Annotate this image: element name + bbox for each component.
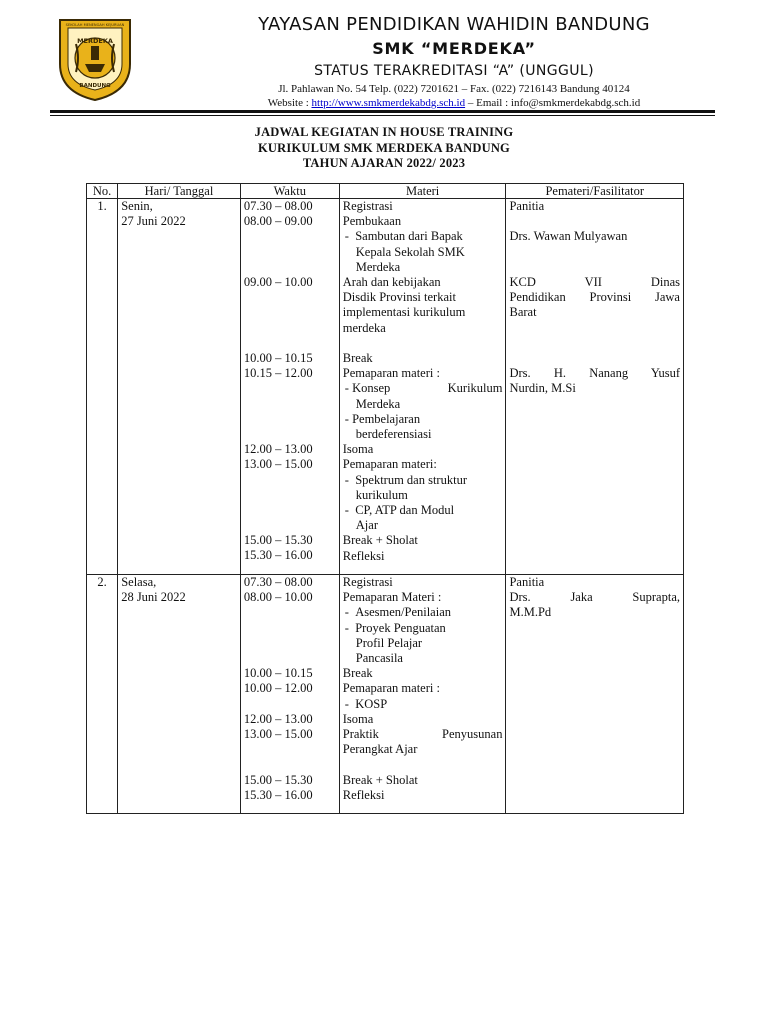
- pemateri-item: Pendidikan Provinsi Jawa: [509, 290, 680, 305]
- time-slot: 10.00 – 12.00: [243, 681, 313, 696]
- pemateri-cell: [506, 575, 684, 814]
- materi-item: Kepala Sekolah SMK: [355, 244, 465, 259]
- header-hari: Hari/ Tanggal: [118, 184, 241, 199]
- materi-item: Refleksi: [342, 787, 385, 802]
- pemateri-item: KCD VII Dinas: [509, 274, 680, 289]
- logo-center-text: MERDEKA: [77, 37, 113, 45]
- materi-item: Break: [342, 351, 373, 366]
- materi-cell: [339, 199, 506, 575]
- pemateri-item: Barat: [509, 305, 537, 320]
- materi-item: implementasi kurikulum: [342, 305, 466, 320]
- table-header-row: [87, 184, 684, 199]
- materi-item: Merdeka: [355, 259, 401, 274]
- contact-line: [140, 96, 768, 110]
- materi-bullet: - KOSP: [344, 696, 388, 711]
- time-slot: 08.00 – 10.00: [243, 590, 313, 605]
- title-line-1: JADWAL KEGIATAN IN HOUSE TRAINING: [254, 125, 514, 139]
- time-slot: 08.00 – 09.00: [243, 214, 313, 229]
- document-title: [0, 125, 768, 172]
- letterhead-text: [140, 12, 768, 110]
- pemateri-item: Drs. H. Nanang Yusuf: [509, 366, 680, 381]
- school-address: Jl. Pahlawan No. 54 Telp. (022) 7201621 – Fax. (022) 7216143 Bandung 40124: [278, 83, 630, 95]
- date-value: 27 Juni 2022: [121, 214, 186, 229]
- materi-item: Break: [342, 666, 373, 681]
- row-number: 2.: [87, 575, 118, 814]
- materi-item: Profil Pelajar: [355, 635, 423, 650]
- accreditation-status: STATUS TERAKREDITASI “A” (UNGGUL): [314, 63, 594, 79]
- pemateri-item: Drs. Jaka Suprapta,: [509, 590, 680, 605]
- materi-bullet: - Sambutan dari Bapak: [344, 229, 463, 244]
- materi-item: Registrasi: [342, 575, 393, 589]
- day-name: Selasa,: [121, 575, 157, 589]
- materi-item: Arah dan kebijakan: [342, 275, 441, 290]
- table-row: [87, 575, 684, 814]
- materi-bullet: - Proyek Penguatan: [344, 620, 446, 635]
- materi-item: merdeka: [342, 320, 386, 335]
- day-name: Senin,: [121, 199, 153, 213]
- materi-bullet: - Konsep Kurikulum: [344, 381, 503, 396]
- website-link[interactable]: http://www.smkmerdekabdg.sch.id: [311, 97, 466, 109]
- materi-item: Refleksi: [342, 548, 385, 563]
- materi-item: Praktik Penyusunan: [342, 727, 503, 742]
- materi-item: Perangkat Ajar: [342, 742, 418, 757]
- time-slot: 12.00 – 13.00: [243, 442, 313, 457]
- school-name: SMK “MERDEKA”: [372, 39, 536, 58]
- time-slot: 15.00 – 15.30: [243, 772, 313, 787]
- time-slot: 10.00 – 10.15: [243, 666, 313, 681]
- time-slot: 15.30 – 16.00: [243, 548, 313, 563]
- schedule-table: [86, 183, 684, 814]
- letterhead-divider-thick: [50, 110, 715, 113]
- materi-item: Break + Sholat: [342, 772, 418, 787]
- materi-cell: [339, 575, 506, 814]
- pemateri-item: Panitia: [509, 199, 545, 213]
- pemateri-item: Nurdin, M.Si: [509, 381, 576, 396]
- letterhead-divider-thin: [50, 115, 715, 116]
- pemateri-item: M.M.Pd: [509, 605, 552, 620]
- time-cell: [240, 199, 339, 575]
- materi-item: Registrasi: [342, 199, 393, 213]
- email-text: – Email : info@smkmerdekabdg.sch.id: [465, 97, 641, 109]
- time-slot: 09.00 – 10.00: [243, 274, 313, 289]
- materi-item: Isoma: [342, 711, 374, 726]
- header-waktu: Waktu: [240, 184, 339, 199]
- school-logo-icon: [54, 14, 136, 102]
- time-slot: 10.00 – 10.15: [243, 350, 313, 365]
- day-date-cell: [118, 575, 241, 814]
- materi-bullet: - Asesmen/Penilaian: [344, 605, 452, 620]
- pemateri-cell: [506, 199, 684, 575]
- materi-item: Pemaparan materi :: [342, 366, 440, 381]
- time-slot: 15.00 – 15.30: [243, 533, 313, 548]
- materi-item: Pemaparan Materi :: [342, 590, 442, 605]
- title-line-2: KURIKULUM SMK MERDEKA BANDUNG: [258, 140, 510, 155]
- date-value: 28 Juni 2022: [121, 590, 186, 605]
- foundation-name: YAYASAN PENDIDIKAN WAHIDIN BANDUNG: [258, 14, 650, 35]
- time-slot: 10.15 – 12.00: [243, 366, 313, 381]
- time-slot: 13.00 – 15.00: [243, 726, 313, 741]
- materi-item: Disdik Provinsi terkait: [342, 290, 456, 305]
- materi-bullet: - CP, ATP dan Modul: [344, 503, 455, 518]
- materi-bullet: - Pembelajaran: [344, 411, 421, 426]
- pemateri-item: Drs. Wawan Mulyawan: [509, 229, 628, 244]
- website-label: Website :: [267, 97, 312, 109]
- letterhead: [0, 0, 768, 115]
- time-slot: 07.30 – 08.00: [243, 199, 313, 213]
- header-materi: Materi: [339, 184, 506, 199]
- table-row: [87, 199, 684, 575]
- materi-item: Pemaparan materi :: [342, 681, 440, 696]
- materi-item: Merdeka: [355, 396, 401, 411]
- materi-item: Break + Sholat: [342, 533, 418, 548]
- materi-item: Pancasila: [355, 651, 403, 666]
- pemateri-item: Panitia: [509, 575, 545, 589]
- materi-item: berdeferensiasi: [355, 427, 432, 442]
- time-slot: 12.00 – 13.00: [243, 711, 313, 726]
- day-date-cell: [118, 199, 241, 575]
- time-slot: 07.30 – 08.00: [243, 575, 313, 589]
- header-no: No.: [87, 184, 118, 199]
- materi-item: Isoma: [342, 442, 374, 457]
- materi-bullet: - Spektrum dan struktur: [344, 472, 467, 487]
- materi-item: Pembukaan: [342, 214, 402, 229]
- materi-item: Ajar: [355, 518, 378, 533]
- row-number: 1.: [87, 199, 118, 575]
- header-pemateri: Pemateri/Fasilitator: [506, 184, 684, 199]
- logo-ring-text: SEKOLAH MENENGAH KEJURUAN: [65, 23, 125, 27]
- title-line-3: TAHUN AJARAN 2022/ 2023: [302, 156, 466, 170]
- time-cell: [240, 575, 339, 814]
- time-slot: 15.30 – 16.00: [243, 787, 313, 802]
- materi-item: kurikulum: [355, 487, 408, 502]
- time-slot: 13.00 – 15.00: [243, 457, 313, 472]
- materi-item: Pemaparan materi:: [342, 457, 437, 472]
- logo-bottom-text: BANDUNG: [79, 83, 111, 89]
